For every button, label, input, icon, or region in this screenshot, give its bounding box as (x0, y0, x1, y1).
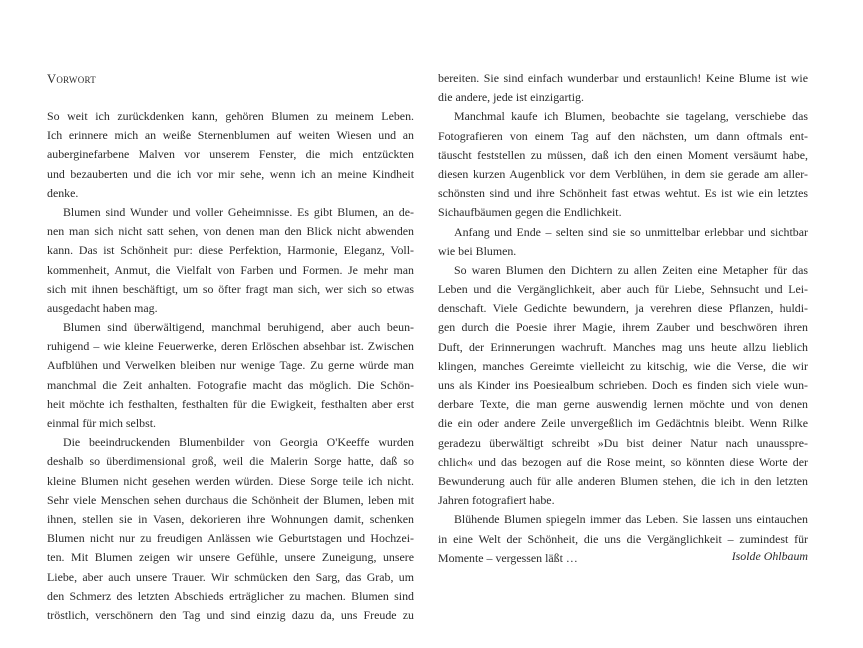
text-line: die andere, jede ist einzigartig. (438, 90, 584, 105)
text-line: gen durch die Poesie ihrer Magie, ihrem Zauber und beschwören ihren (438, 320, 808, 335)
text-line: tröstlich, verschönern den Tag und sind einzig dazu da, uns Freude zu (47, 607, 414, 622)
text-line: bereiten. Sie sind einfach wunderbar und erstaunlich! Keine Blume ist wie (438, 71, 808, 85)
text-line: wie bei Blumen. (438, 243, 517, 258)
text-line: manchmal die Zeit anhalten. Fotografie macht das möglich. Die Schön- (47, 377, 414, 392)
text-line: Blühende Blumen spiegeln immer das Leben. Sie lassen uns eintauchen (454, 512, 808, 527)
left-page (47, 69, 414, 625)
text-line: Sichaufbäumen gegen die Endlichkeit. (438, 205, 622, 220)
text-line: Liebe, aber auch unsere Trauer. Wir schmücken den Sarg, das Grab, um (47, 569, 414, 584)
text-line: den Schmerz des letzten Abschieds erträglicher zu machen. Blumen sind (47, 588, 414, 603)
text-line: heit möchte ich festhalten, festhalten für die Ewigkeit, festhalten aber erst (47, 396, 414, 411)
text-line: Leben und die Vergänglichkeit, aber auch für Liebe, Sehnsucht und Lei- (438, 282, 808, 297)
heading-spacer (47, 97, 414, 107)
text-line: und bezauberten und die ich vor mir sehe, wenn ich an meine Kindheit (47, 166, 414, 181)
text-line: ten. Mit Blumen zeigen wir unsere Gefühle, unsere Zuneigung, unsere (47, 550, 414, 565)
text-line: Anfang und Ende – selten sind sie so unmittelbar erlebbar und sichtbar (454, 224, 808, 239)
text-line: sich mit ihnen beschäftigt, um so öfter fragt man sich, wer sich so etwas (47, 281, 414, 296)
text-line: diesen kurzen Augenblick vor dem Verblühen, in dem sie gerade am aller- (438, 166, 808, 181)
text-line: deshalb so überdimensional groß, weil die Malerin Sorge hatte, daß so (47, 454, 414, 469)
text-line: derbare Texte, die man gerne auswendig lernen möchte und von denen (438, 397, 808, 412)
text-line: Duft, der Erinnerungen wachruft. Manches mag uns heute allzu lieblich (438, 339, 808, 354)
right-page (438, 69, 808, 568)
text-line: täuscht feststellen zu müssen, daß ich den einen Moment versäumt habe, (438, 147, 808, 162)
author-signature: Isolde Ohlbaum (731, 549, 808, 563)
text-line: in eine Welt der Schönheit, die uns die Vergänglichkeit – zumindest für (438, 531, 808, 546)
text-line: Momente – vergessen läßt … (438, 550, 578, 565)
text-line: Aufblühen und Verwelken bleiben nur wenige Tage. Zu gerne würde man (47, 358, 414, 373)
text-line: uns als Kinder ins Poesiealbum schrieben. Doch es finden sich viele wun- (438, 378, 808, 392)
text-line: schönsten sind und ihre Schönheit fast etwas wehtut. Es ist wie ein letztes (438, 186, 808, 201)
text-line: ruhigend – wie kleine Feuerwerke, deren Erlöschen absehbar ist. Zwischen (47, 339, 414, 354)
text-line: auberginefarbene Malven vor unserem Fenster, die mich entzückten (47, 147, 414, 162)
text-line: denke. (47, 185, 79, 200)
text-line: So waren Blumen den Dichtern zu allen Zeiten eine Metapher für das (454, 262, 808, 277)
text-line: Ich erinnere mich an weiße Sternenblumen auf weiten Wiesen und an (47, 128, 414, 143)
text-line: geradezu überwältigt schreibt »Du bist deiner Natur nach unausspre- (438, 435, 808, 450)
text-line: kommenheit, Anmut, die Vielfalt von Farben und Formen. Je mehr man (47, 262, 414, 277)
text-line: Blumen sind Wunder und voller Geheimnisse. Es gibt Blumen, an de- (63, 204, 414, 219)
text-line: Bewunderung auch für alle anderen Blumen stehen, die ich in den letzten (438, 473, 808, 488)
text-line: einmal für mich selbst. (47, 416, 156, 430)
left-body-text (47, 107, 414, 625)
text-line: Blumen sind überwältigend, manchmal beruhigend, aber auch beun- (63, 320, 414, 335)
text-line: klingen, manches Gereimte vielleicht zu kitschig, wie die Verse, die wir (438, 358, 808, 373)
text-line: chlich« und das bezogen auf die Rose meint, so könnten diese Worte der (438, 454, 808, 469)
text-line: Sehr viele Menschen sehen durchaus die Schönheit der Blumen, leben mit (47, 492, 414, 507)
text-line: kann. Das ist Schönheit pur: diese Perfektion, Harmonie, Eleganz, Voll- (47, 243, 414, 258)
text-line: ausgedacht haben mag. (47, 300, 158, 315)
text-line: die ein oder andere Zeile unvergeßlich im Gedächtnis bleibt. Wenn Rilke (438, 416, 808, 431)
text-line: So weit ich zurückdenken kann, gehören Blumen zu meinem Leben. (47, 109, 414, 123)
text-line: Manchmal kaufe ich Blumen, beobachte sie tagelang, verschiebe das (454, 109, 808, 124)
text-line: Blumen nicht nur zu freudigen Anlässen wie Geburtstagen und Hochzei- (47, 531, 414, 546)
text-line: nen man sich nicht satt sehen, von denen man den Blick nicht abwenden (47, 224, 414, 239)
text-line: Die beeindruckenden Blumenbilder von Georgia O'Keeffe wurden (63, 435, 414, 450)
text-line: Fotografieren von einem Tag auf den nächsten, um dann oftmals ent- (438, 128, 808, 143)
text-line: kleine Blumen nicht gesehen werden würden. Diese Sorge teile ich nicht. (47, 473, 414, 488)
text-line: Jahren fotografiert habe. (438, 493, 555, 508)
text-line: denschaft. Viele Gedichte bewundern, ja verehren diese Pflanzen, huldi- (438, 301, 808, 316)
text-line: ihnen, stellen sie in Vasen, dekorieren ihre Wohnungen damit, schenken (47, 511, 414, 526)
right-body-text (438, 69, 808, 568)
section-heading: Vorwort (47, 72, 97, 86)
